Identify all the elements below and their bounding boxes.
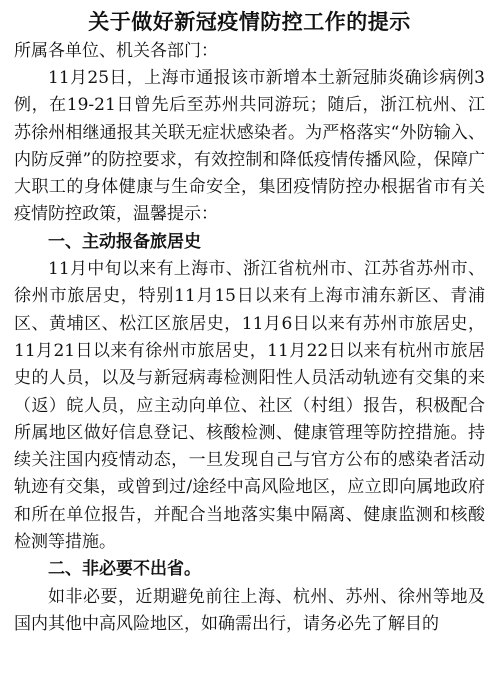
salutation: 所属各单位、机关各部门： — [14, 41, 218, 61]
section-2-heading: 二、非必要不出省。 — [48, 559, 201, 580]
intro-paragraph: 11月25日，上海市通报该市新增本土新冠肺炎确诊病例3例，在19-21日曾先后至苏州共同游玩；随后，浙江杭州、江苏徐州相继通报其关联无症状感染者。为严格落实“外防输入、内防反弹”的防控要求，有效控制和降低疫情传播风险，保障广大职工的身体健康与生命安全，集团疫情防控办根据省市有关疫情防控政策，温馨提示： — [14, 68, 485, 225]
section-1-heading: 一、主动报备旅居史 — [48, 231, 201, 252]
section-2-body: 如非必要，近期避免前往上海、杭州、苏州、徐州等地及国内其他中高风险地区，如确需出行，请务必先了解目的 — [14, 586, 485, 634]
section-1-body: 11月中旬以来有上海市、浙江省杭州市、江苏省苏州市、徐州市旅居史，特别11月15日以来有上海市浦东新区、青浦区、黄埔区、松江区旅居史，11月6日以来有苏州市旅居史，11月21日以来有徐州市旅居史，11月22日以来有杭州市旅居史的人员，以及与新冠病毒检测阳性人员活动轨迹有交集的来（返）皖人员，应主动向单位、社区（村组）报告，积极配合所属地区做好信息登记、核酸检测、健康管理等防控措施。持续关注国内疫情动态，一旦发现自己与官方公布的感染者活动轨迹有交集，或曾到过/途经中高风险地区，应立即向属地政府和所在单位报告，并配合当地落实集中隔离、健康监测和核酸检测等措施。 — [14, 259, 485, 553]
document-title: 关于做好新冠疫情防控工作的提示 — [88, 10, 411, 34]
